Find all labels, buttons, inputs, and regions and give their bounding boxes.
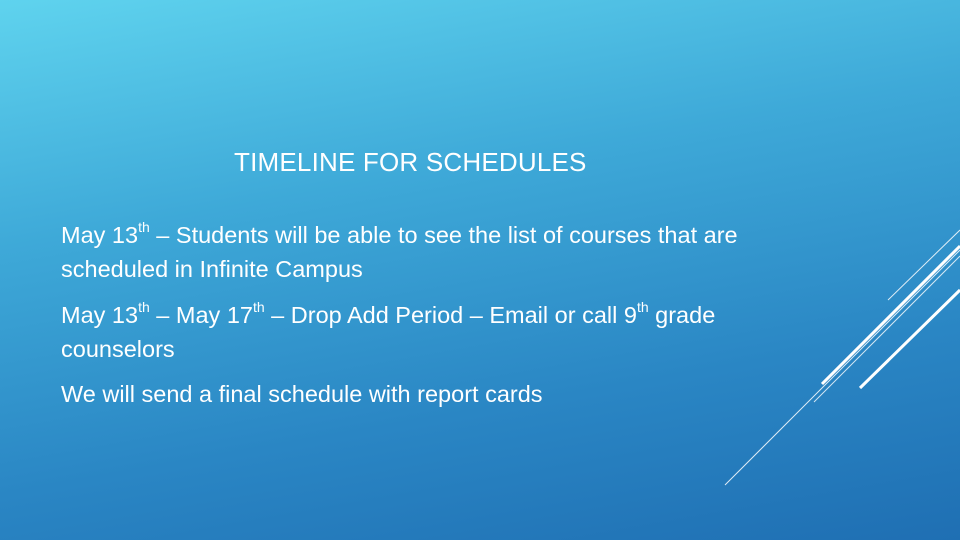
item-text: – May 17 bbox=[149, 302, 253, 328]
item-text: We will send a final schedule with report cards bbox=[61, 381, 543, 407]
item-text: May 13 bbox=[61, 222, 139, 248]
decorative-line-thin-2 bbox=[814, 256, 960, 402]
ordinal-suffix: th bbox=[138, 299, 150, 316]
item-text: May 13 bbox=[61, 302, 139, 328]
item-text: – Drop Add Period – Email or call 9 bbox=[264, 302, 637, 328]
timeline-item-3 bbox=[61, 377, 781, 411]
decorative-line-thin-1 bbox=[888, 230, 960, 300]
timeline-item-1 bbox=[61, 218, 781, 286]
ordinal-suffix: th bbox=[252, 299, 265, 316]
ordinal-suffix: th bbox=[138, 219, 150, 236]
decorative-line-thick-2 bbox=[860, 290, 960, 388]
timeline-item-2 bbox=[61, 298, 801, 366]
slide-title: TIMELINE FOR SCHEDULES bbox=[234, 147, 587, 177]
item-text: – Students will be able to see the list of courses that are scheduled in Infinite Campus bbox=[61, 222, 738, 282]
ordinal-suffix: th bbox=[636, 299, 649, 316]
decorative-line-thick-1 bbox=[822, 246, 960, 384]
item-text: grade counselors bbox=[61, 302, 716, 362]
